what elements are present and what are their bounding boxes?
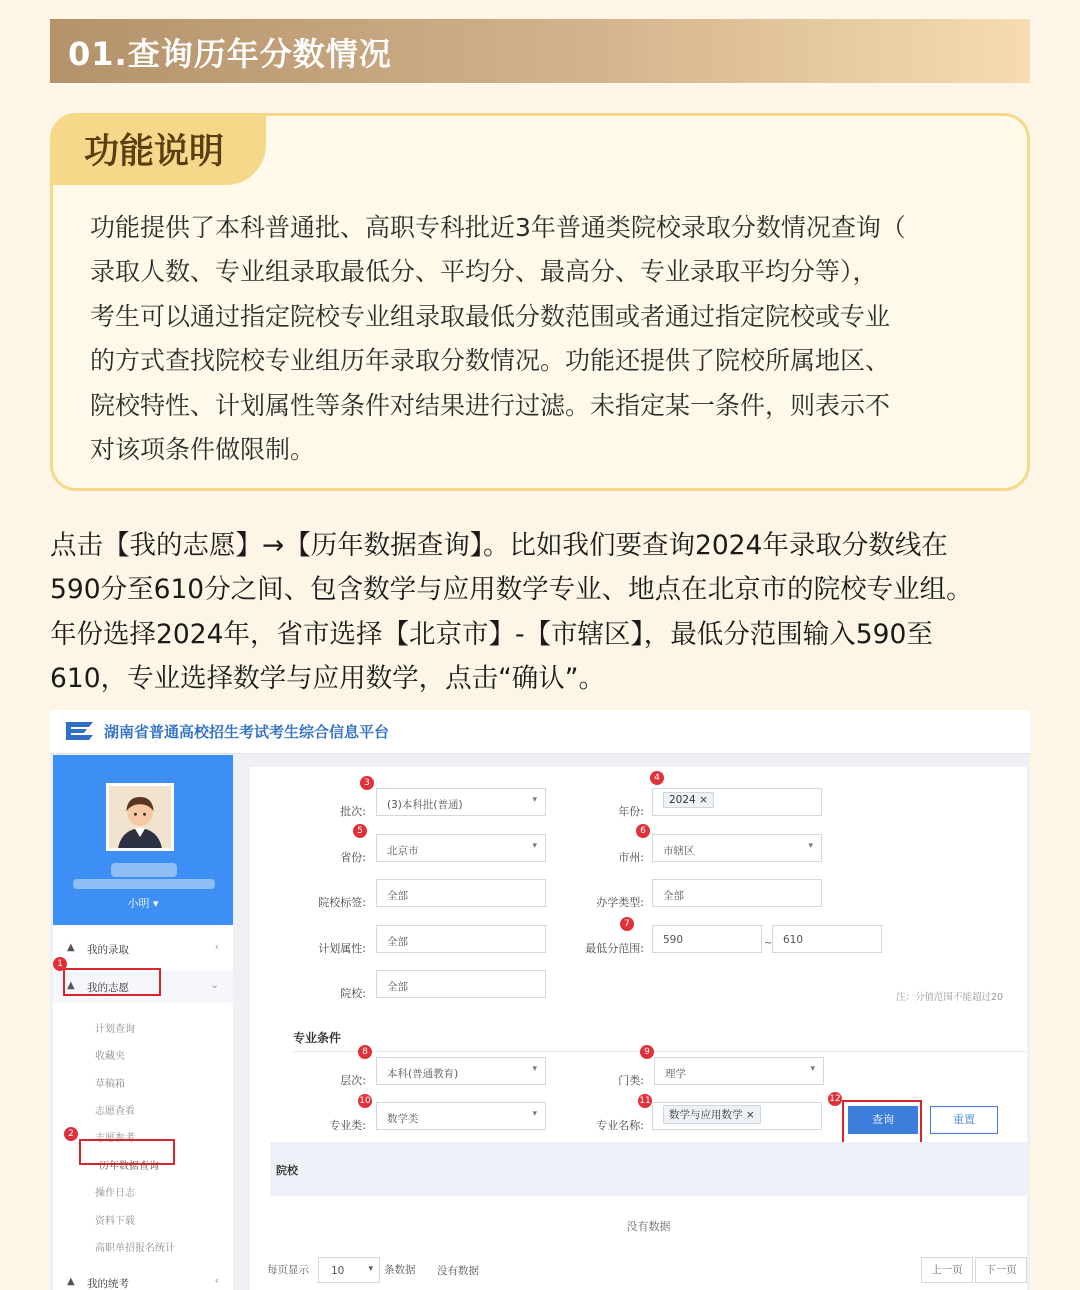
major-section-title: 专业条件	[293, 1031, 342, 1045]
batch-select[interactable]	[376, 788, 546, 816]
reset-button[interactable]: 重置	[930, 1106, 998, 1134]
level-value: 本科(普通教育)	[387, 1068, 459, 1080]
batch-value: (3)本科批(普通)	[387, 799, 463, 811]
marker-1: 1	[53, 957, 67, 971]
section-header	[50, 19, 1030, 83]
platform-topbar	[50, 710, 1030, 754]
prev-page-button[interactable]: 上一页	[921, 1257, 973, 1283]
caret-down-icon: ▾	[368, 1264, 373, 1274]
flask-icon: ▲	[67, 942, 75, 953]
marker-9: 9	[640, 1045, 654, 1059]
caret-down-icon: ▾	[532, 1109, 537, 1119]
per-page-value: 10	[331, 1265, 345, 1277]
caret-down-icon: ▾	[810, 1064, 815, 1074]
year-label: 年份:	[618, 805, 644, 818]
caret-down-icon: ▾	[532, 795, 537, 805]
sub-item-wish-view[interactable]: 志愿查看	[95, 1106, 135, 1117]
school-type-select[interactable]	[652, 879, 822, 907]
platform-title: 湖南省普通高校招生考试考生综合信息平台	[104, 723, 390, 741]
school-label: 院校:	[340, 987, 366, 1000]
chevron-left-icon: ‹	[214, 941, 219, 953]
score-range-note: 注：分值范围不能超过20	[896, 992, 1004, 1003]
min-score-to-value: 610	[783, 934, 804, 946]
feature-line: 考生可以通过指定院校专业组录取最低分数范围或者通过指定院校或专业	[90, 301, 891, 331]
range-separator: ~	[764, 938, 773, 949]
marker-3: 3	[360, 776, 374, 790]
marker-12: 12	[829, 1094, 841, 1104]
instruction-line: 点击【我的志愿】→【历年数据查询】。比如我们要查询2024年录取分数线在	[50, 530, 948, 561]
province-value: 北京市	[387, 845, 419, 857]
sub-item-history-query[interactable]: 历年数据查询	[99, 1161, 159, 1172]
major-class-label: 专业类:	[329, 1119, 366, 1132]
school-type-label: 办学类型:	[596, 896, 644, 909]
major-class-select[interactable]	[376, 1102, 546, 1130]
nav-my-admission[interactable]	[53, 933, 233, 965]
query-button[interactable]: 查询	[848, 1106, 918, 1134]
flask-icon: ▲	[67, 1276, 75, 1287]
chevron-left-icon: ‹	[214, 1275, 219, 1287]
instruction-line: 年份选择2024年，省市选择【北京市】-【市辖区】，最低分范围输入590至	[50, 618, 933, 650]
school-tag-select[interactable]	[376, 879, 546, 907]
level-label: 层次:	[340, 1074, 366, 1087]
min-score-to-input[interactable]	[772, 925, 882, 953]
marker-11: 11	[639, 1096, 651, 1106]
feature-line: 对该项条件做限制。	[90, 435, 316, 465]
level-select[interactable]	[376, 1057, 546, 1085]
sub-item-operation-log[interactable]: 操作日志	[95, 1188, 135, 1199]
highlight-query-button	[842, 1100, 922, 1144]
sub-item-drafts[interactable]: 草稿箱	[95, 1079, 125, 1090]
nav-my-exam[interactable]	[53, 1267, 233, 1290]
plan-attr-select[interactable]	[376, 925, 546, 953]
marker-5: 5	[353, 824, 367, 838]
user-name-menu[interactable]: 小明 ▾	[127, 897, 159, 910]
sub-item-downloads[interactable]: 资料下载	[95, 1216, 135, 1227]
marker-4: 4	[650, 771, 664, 785]
province-label: 省份:	[340, 851, 366, 864]
user-panel	[53, 755, 233, 925]
embedded-screenshot	[50, 710, 1030, 1290]
blurred-info	[73, 879, 215, 889]
major-name-value: 数学与应用数学	[669, 1109, 743, 1121]
remove-icon[interactable]: ×	[699, 794, 708, 806]
min-score-from-input[interactable]	[652, 925, 762, 953]
major-name-label: 专业名称:	[596, 1119, 644, 1132]
highlight-my-wishes	[63, 968, 161, 996]
highlight-history-query	[79, 1139, 175, 1165]
category-select[interactable]	[654, 1057, 824, 1085]
year-value: 2024	[669, 794, 696, 806]
pagination-bar	[250, 1257, 1027, 1290]
flask-icon: ▲	[67, 980, 75, 991]
section-title: 01.查询历年分数情况	[68, 35, 392, 73]
year-multiselect[interactable]	[652, 788, 822, 816]
major-name-tag[interactable]	[663, 1105, 761, 1124]
instruction-paragraph	[50, 524, 1040, 702]
marker-10: 10	[359, 1096, 371, 1106]
feature-description-box	[50, 113, 1030, 491]
min-score-from-value: 590	[663, 934, 684, 946]
school-select[interactable]	[376, 970, 546, 998]
feature-tab	[50, 113, 266, 185]
nav-label: 我的录取	[87, 944, 129, 956]
per-page-label: 每页显示	[267, 1264, 309, 1276]
sidebar	[53, 755, 233, 1290]
sub-item-wish-reference[interactable]: 志愿参考	[95, 1133, 135, 1144]
category-value: 理学	[665, 1068, 686, 1080]
feature-line: 院校特性、计划属性等条件对结果进行过滤。未指定某一条件，则表示不	[90, 390, 891, 420]
min-score-label: 最低分范围:	[585, 942, 644, 955]
school-tag-label: 院校标签:	[318, 896, 366, 909]
results-header	[270, 1142, 1027, 1196]
caret-down-icon: ▾	[808, 841, 813, 851]
school-type-value: 全部	[663, 890, 684, 902]
user-name: 小明	[127, 897, 150, 910]
sub-item-vocational-stats[interactable]: 高职单招报名统计	[95, 1243, 175, 1254]
per-page-select[interactable]	[318, 1257, 380, 1283]
per-page-unit: 条数据	[384, 1264, 416, 1276]
city-select[interactable]	[652, 834, 822, 862]
category-label: 门类:	[618, 1074, 644, 1087]
pager-status: 没有数据	[437, 1265, 479, 1277]
section-divider	[293, 1051, 1027, 1052]
feature-text	[90, 206, 1000, 472]
batch-label: 批次:	[340, 805, 366, 818]
major-name-multiselect[interactable]	[652, 1102, 822, 1130]
sub-item-plan-query[interactable]: 计划查询	[95, 1024, 135, 1035]
marker-6: 6	[636, 824, 650, 838]
school-tag-value: 全部	[387, 890, 408, 902]
blurred-info	[111, 863, 177, 877]
province-select[interactable]	[376, 834, 546, 862]
caret-down-icon: ▾	[532, 841, 537, 851]
school-value: 全部	[387, 981, 408, 993]
city-label: 市州:	[618, 851, 644, 864]
major-class-value: 数学类	[387, 1113, 419, 1125]
marker-8: 8	[358, 1045, 372, 1059]
chevron-down-icon: ⌄	[210, 979, 219, 991]
results-empty: 没有数据	[626, 1220, 671, 1233]
year-tag[interactable]	[663, 792, 714, 808]
avatar	[106, 783, 174, 851]
instruction-line: 610，专业选择数学与应用数学，点击“确认”。	[50, 663, 606, 695]
nav-label: 我的统考	[87, 1278, 129, 1290]
plan-attr-label: 计划属性:	[318, 942, 366, 955]
query-form-panel	[250, 767, 1027, 1290]
instruction-line: 590分至610分之间、包含数学与应用数学专业、地点在北京市的院校专业组。	[50, 574, 973, 606]
results-column-school: 院校	[276, 1164, 298, 1177]
nav-label: 我的志愿	[87, 982, 129, 994]
plan-attr-value: 全部	[387, 936, 408, 948]
feature-tab-label: 功能说明	[84, 132, 225, 172]
caret-down-icon: ▾	[532, 1064, 537, 1074]
feature-line: 的方式查找院校专业组历年录取分数情况。功能还提供了院校所属地区、	[90, 346, 891, 376]
platform-logo-icon	[63, 718, 97, 744]
marker-7: 7	[620, 917, 634, 931]
next-page-button[interactable]: 下一页	[975, 1257, 1027, 1283]
marker-2: 2	[64, 1127, 78, 1141]
feature-line: 录取人数、专业组录取最低分、平均分、最高分、专业录取平均分等），	[90, 257, 878, 287]
city-value: 市辖区	[663, 845, 695, 857]
sub-item-favorites[interactable]: 收藏夹	[95, 1051, 125, 1062]
remove-icon[interactable]: ×	[745, 1109, 755, 1121]
feature-line: 功能提供了本科普通批、高职专科批近3年普通类院校录取分数情况查询（	[90, 213, 906, 242]
